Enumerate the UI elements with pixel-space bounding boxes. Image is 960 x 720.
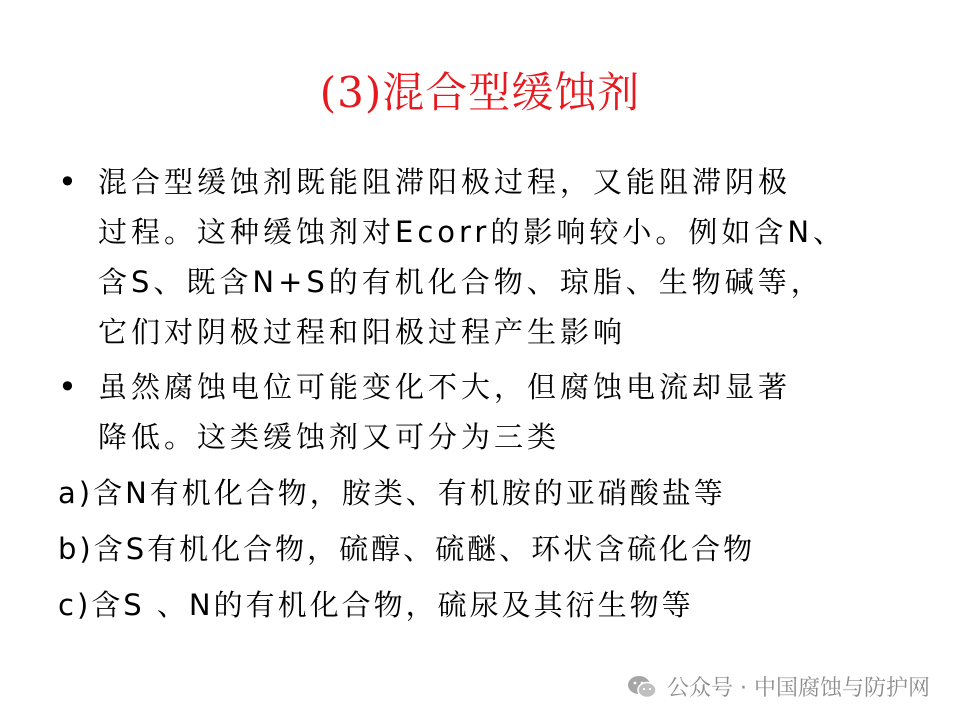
bullet-marker: •: [58, 368, 77, 406]
bullet-marker: •: [58, 163, 77, 201]
bullet-text-2: 虽然腐蚀电位可能变化不大，但腐蚀电流却显著 降低。这类缓蚀剂又可分为三类: [98, 370, 792, 454]
bullet-text-1: 混合型缓蚀剂既能阻滞阳极过程，又能阻滞阴极 过程。这种缓蚀剂对Ecorr的影响较小。例如含N、 含S、既含N+S的有机化合物、琼脂、生物碱等， 它们对阴极过程和阳极过程产生影响: [98, 165, 847, 349]
watermark-text: 公众号 · 中国腐蚀与防护网: [667, 676, 930, 701]
bullet-point-2: [58, 362, 918, 462]
wechat-icon: [627, 674, 657, 700]
list-item-b: b)含S有机化合物，硫醇、硫醚、环状含硫化合物: [58, 532, 756, 566]
slide-title: (3)混合型缓蚀剂: [319, 68, 641, 117]
list-item-a: a)含N有机化合物，胺类、有机胺的亚硝酸盐等: [58, 476, 726, 510]
list-item-c: c)含S 、N的有机化合物，硫尿及其衍生物等: [58, 588, 694, 622]
watermark: [627, 671, 930, 702]
bullet-point-1: [58, 157, 918, 357]
